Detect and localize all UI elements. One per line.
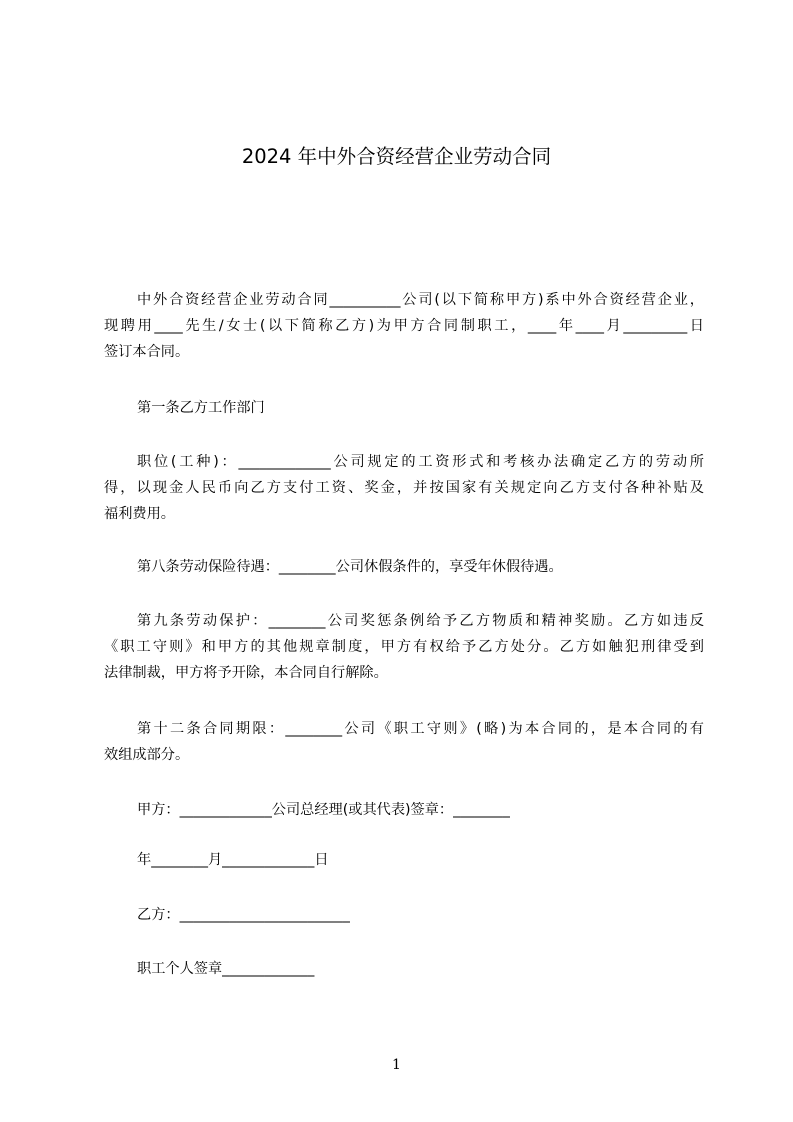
position-line-2: 得，以现金人民币向乙方支付工资、奖金，并按国家有关规定向乙方支付各种补贴及 xyxy=(104,480,704,496)
page-number: 1 xyxy=(392,1057,401,1073)
position-line-3: 福利费用。 xyxy=(104,506,175,522)
article-12-paragraph xyxy=(104,716,704,768)
article-8-paragraph: 第八条劳动保险待遇：________公司休假条件的，享受年休假待遇。 xyxy=(137,559,563,575)
party-b-line: 乙方：________________________ xyxy=(137,907,350,923)
intro-line-2: 现聘用____先生/女士(以下简称乙方)为甲方合同制职工，____年____月_________日 xyxy=(104,318,704,334)
party-a-signature-line: 甲方：_____________公司总经理(或其代表)签章：________ xyxy=(137,802,510,818)
article-9-line-1: 第九条劳动保护：________公司奖惩条例给予乙方物质和精神奖励。乙方如违反 xyxy=(137,613,704,629)
intro-line-3: 签订本合同。 xyxy=(104,344,190,360)
employee-signature-line: 职工个人签章_____________ xyxy=(137,961,315,977)
position-paragraph xyxy=(104,449,704,527)
document-title: 2024 年中外合资经营企业劳动合同 xyxy=(241,145,552,168)
article-12-line-1: 第十二条合同期限：________公司《职工守则》(略)为本合同的，是本合同的有 xyxy=(137,721,704,737)
article-9-paragraph xyxy=(104,608,704,686)
article-9-line-2: 《职工守则》和甲方的其他规章制度，甲方有权给予乙方处分。乙方如触犯刑律受到 xyxy=(104,639,704,655)
signing-date-line: 年________月_____________日 xyxy=(137,852,329,868)
article-9-line-3: 法律制裁，甲方将予开除，本合同自行解除。 xyxy=(104,665,388,681)
article-1-heading: 第一条乙方工作部门 xyxy=(137,400,265,416)
article-12-line-2: 效组成部分。 xyxy=(104,747,190,763)
intro-line-1: 中外合资经营企业劳动合同__________公司(以下简称甲方)系中外合资经营企业， xyxy=(137,292,704,308)
intro-paragraph xyxy=(104,287,704,365)
position-line-1: 职位(工种)：_____________公司规定的工资形式和考核办法确定乙方的劳动所 xyxy=(137,454,704,470)
